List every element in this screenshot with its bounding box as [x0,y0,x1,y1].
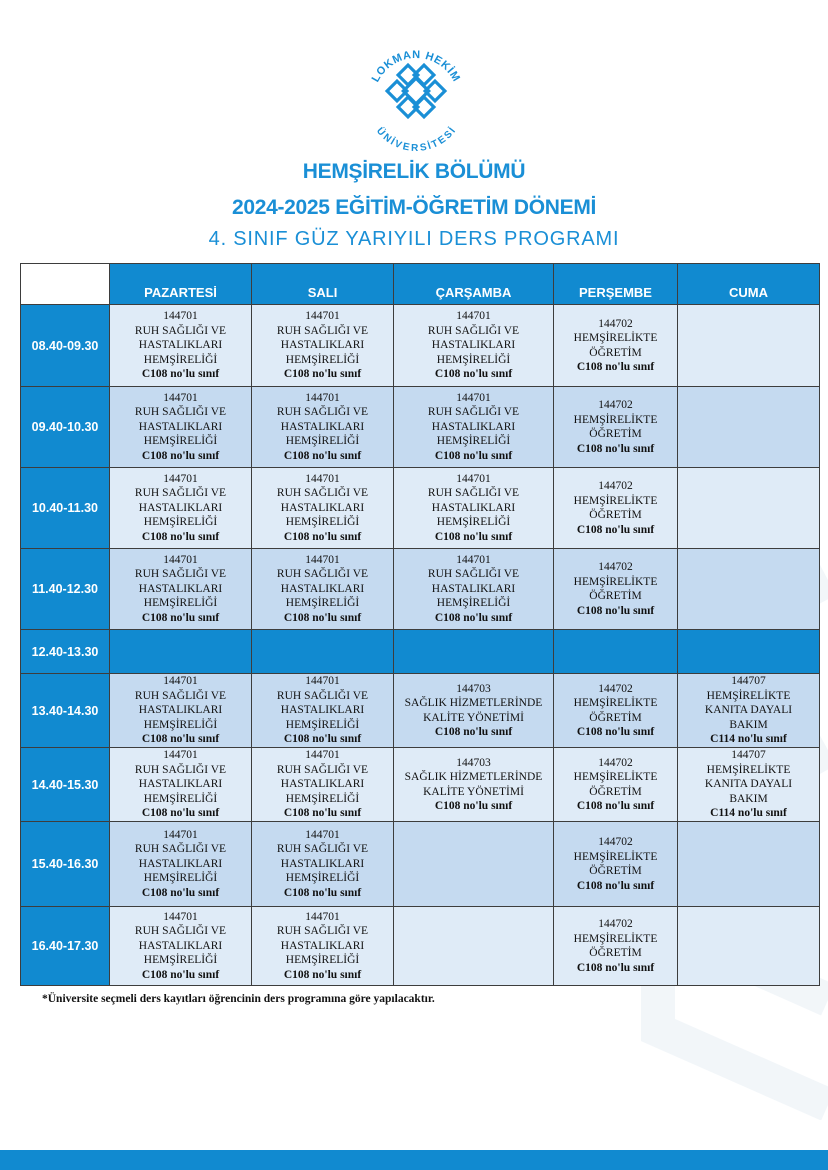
course-name-line: HEMŞİRELİĞİ [285,353,360,366]
time-slot-row [21,387,820,468]
course-code: 144701 [163,310,198,323]
course-name-line: HASTALIKLARI [280,857,365,870]
course-code: 144701 [305,675,340,688]
course-name-line: RUH SAĞLIĞI VE [276,689,369,702]
header-corner-cell [21,264,110,305]
course-cell [554,822,678,907]
classroom: C108 no'lu sınıf [283,807,362,820]
time-slot-label: 09.40-10.30 [21,387,110,468]
classroom: C108 no'lu sınıf [283,368,362,381]
course-name-line: RUH SAĞLIĞI VE [427,324,520,337]
course-name-line: RUH SAĞLIĞI VE [134,843,227,856]
course-cell [394,549,554,630]
day-header: CUMA [678,264,820,305]
course-code: 144701 [163,910,198,923]
course-name-line: ÖĞRETİM [589,947,642,959]
course-cell [252,387,394,468]
course-name-line: RUH SAĞLIĞI VE [427,406,520,419]
course-name-line: HEMŞİRELİĞİ [436,435,511,448]
classroom: C108 no'lu sınıf [141,368,220,381]
course-cell [554,305,678,387]
course-cell [110,674,252,748]
course-name-line: HASTALIKLARI [431,339,516,352]
classroom: C108 no'lu sınıf [576,361,655,373]
classroom: C108 no'lu sınıf [434,800,513,812]
course-name-line: RUH SAĞLIĞI VE [134,689,227,702]
course-cell [110,822,252,907]
course-code: 144701 [305,828,340,841]
course-name-line: HASTALIKLARI [280,704,365,717]
course-name-line: HEMŞİRELİĞİ [285,872,360,885]
course-name-line: HEMŞİRELİKTE [573,850,658,863]
course-code: 144702 [598,756,633,769]
course-name-line: RUH SAĞLIĞI VE [134,487,227,500]
course-code: 144707 [731,675,766,688]
classroom: C108 no'lu sınıf [141,968,220,981]
course-cell [252,305,394,387]
course-name-line: RUH SAĞLIĞI VE [276,925,369,938]
course-name-line: ÖĞRETİM [589,428,642,440]
course-cell [110,907,252,986]
classroom: C108 no'lu sınıf [576,604,655,617]
time-slot-label: 14.40-15.30 [21,748,110,822]
empty-cell [394,822,554,907]
course-cell [252,549,394,630]
schedule-table [20,263,820,986]
course-name-line: RUH SAĞLIĞI VE [427,568,520,581]
course-name-line: RUH SAĞLIĞI VE [427,487,520,500]
course-name-line: HEMŞİRELİKTE [706,689,791,702]
course-name-line: RUH SAĞLIĞI VE [276,843,369,856]
classroom: C108 no'lu sınıf [576,800,655,812]
classroom: C108 no'lu sınıf [576,879,655,892]
course-name-line: RUH SAĞLIĞI VE [134,324,227,337]
footnote: *Üniversite seçmeli ders kayıtları öğrencinin ders programına göre yapılacaktır. [42,993,435,1005]
program-title: 4. SINIF GÜZ YARIYILI DERS PROGRAMI [208,228,620,250]
time-slot-label: 12.40-13.30 [21,630,110,674]
course-name-line: HEMŞİRELİKTE [573,332,658,344]
classroom: C108 no'lu sınıf [576,442,655,455]
course-code: 144701 [305,910,340,923]
time-slot-row [21,305,820,387]
course-cell [678,748,820,822]
classroom: C108 no'lu sınıf [141,886,220,899]
time-slot-row [21,468,820,549]
course-code: 144701 [305,472,340,485]
course-name-line: HASTALIKLARI [431,501,516,514]
course-name-line: RUH SAĞLIĞI VE [134,406,227,419]
course-name-line: HASTALIKLARI [431,582,516,595]
course-cell [394,387,554,468]
course-cell [252,468,394,549]
course-cell [394,468,554,549]
course-name-line: HEMŞİRELİĞİ [143,435,218,448]
course-cell [554,674,678,748]
course-name-line: HEMŞİRELİĞİ [436,597,511,610]
course-name-line: HEMŞİRELİĞİ [436,353,511,366]
classroom: C108 no'lu sınıf [434,611,513,624]
course-name-line: ÖĞRETİM [589,711,642,724]
course-code: 144702 [598,561,633,573]
course-cell [554,387,678,468]
course-name-line: RUH SAĞLIĞI VE [276,406,369,419]
day-header: PAZARTESİ [110,264,252,305]
course-name-line: KANITA DAYALI [704,778,793,791]
course-name-line: HEMŞİRELİKTE [573,413,658,426]
empty-cell [394,630,554,674]
course-code: 144702 [598,317,633,330]
course-name-line: HASTALIKLARI [138,582,223,595]
course-name-line: KALİTE YÖNETİMİ [423,785,524,798]
course-cell [252,748,394,822]
classroom: C108 no'lu sınıf [283,530,362,543]
course-name-line: RUH SAĞLIĞI VE [276,324,369,337]
course-name-line: RUH SAĞLIĞI VE [134,763,227,776]
course-code: 144701 [456,553,491,566]
course-name-line: HEMŞİRELİKTE [573,771,658,783]
time-slot-label: 13.40-14.30 [21,674,110,748]
classroom: C108 no'lu sınıf [283,449,362,462]
course-code: 144701 [456,472,491,485]
course-name-line: HEMŞİRELİĞİ [285,954,360,967]
logo-text-top: LOKMAN HEKİM [369,48,463,85]
empty-cell [678,822,820,907]
course-name-line: ÖĞRETİM [589,590,642,602]
course-name-line: HEMŞİRELİĞİ [285,597,360,610]
course-cell [252,674,394,748]
course-name-line: HASTALIKLARI [280,501,365,514]
lunch-row [21,630,820,674]
course-code: 144703 [456,682,491,695]
footer-bar [0,1150,828,1170]
course-code: 144703 [456,756,491,769]
course-code: 144701 [163,553,198,566]
course-name-line: RUH SAĞLIĞI VE [276,763,369,776]
day-header: PERŞEMBE [554,264,678,305]
course-name-line: HASTALIKLARI [280,420,365,433]
academic-year-title: 2024-2025 EĞİTİM-ÖĞRETİM DÖNEMİ [231,196,597,219]
course-code: 144702 [598,836,633,848]
course-code: 144702 [598,399,633,411]
time-slot-row [21,549,820,630]
course-name-line: HASTALIKLARI [280,939,365,952]
university-logo [362,44,470,152]
course-name-line: HEMŞİRELİĞİ [143,872,218,885]
empty-cell [252,630,394,674]
department-title: HEMŞİRELİK BÖLÜMÜ [302,160,526,183]
course-cell [110,549,252,630]
empty-cell [678,387,820,468]
course-name-line: HASTALIKLARI [138,501,223,514]
course-name-line: HEMŞİRELİĞİ [285,435,360,448]
classroom: C114 no'lu sınıf [710,733,787,746]
course-name-line: HASTALIKLARI [138,939,223,952]
classroom: C108 no'lu sınıf [283,886,362,899]
logo-text-bottom: ÜNİVERSİTESİ [373,125,459,152]
empty-cell [678,907,820,986]
course-code: 144701 [163,675,198,688]
course-cell [110,748,252,822]
course-cell [252,907,394,986]
classroom: C108 no'lu sınıf [283,968,362,981]
time-slot-row [21,822,820,907]
course-code: 144701 [305,310,340,323]
svg-text:ÜNİVERSİTESİ [374,124,458,152]
course-cell [110,387,252,468]
course-name-line: HASTALIKLARI [138,420,223,433]
course-name-line: RUH SAĞLIĞI VE [134,925,227,938]
course-name-line: KALİTE YÖNETİMİ [423,711,524,724]
empty-cell [678,630,820,674]
course-code: 144701 [456,310,491,323]
course-code: 144701 [163,749,198,762]
time-slot-label: 08.40-09.30 [21,305,110,387]
course-name-line: HEMŞİRELİĞİ [143,597,218,610]
course-code: 144707 [731,749,766,762]
course-name-line: RUH SAĞLIĞI VE [134,568,227,581]
time-slot-label: 10.40-11.30 [21,468,110,549]
course-code: 144702 [598,682,633,695]
course-code: 144701 [305,749,340,762]
classroom: C108 no'lu sınıf [434,530,513,543]
course-name-line: HEMŞİRELİKTE [706,763,791,776]
course-cell [554,748,678,822]
classroom: C108 no'lu sınıf [576,961,655,974]
classroom: C108 no'lu sınıf [434,726,513,738]
course-cell [678,674,820,748]
classroom: C108 no'lu sınıf [576,523,655,536]
course-name-line: HASTALIKLARI [280,339,365,352]
classroom: C108 no'lu sınıf [141,611,220,624]
header-row [21,264,820,305]
time-slot-row [21,748,820,822]
course-name-line: HEMŞİRELİKTE [573,575,658,588]
empty-cell [394,907,554,986]
course-name-line: HEMŞİRELİĞİ [143,954,218,967]
course-name-line: HASTALIKLARI [280,582,365,595]
course-code: 144701 [305,553,340,566]
course-code: 144701 [305,391,340,404]
course-code: 144701 [163,472,198,485]
course-name-line: HASTALIKLARI [138,704,223,717]
course-name-line: SAĞLIK HİZMETLERİNDE [404,697,543,709]
course-name-line: HASTALIKLARI [138,339,223,352]
classroom: C108 no'lu sınıf [283,733,362,746]
course-code: 144701 [456,391,491,404]
course-code: 144701 [163,391,198,404]
course-cell [554,549,678,630]
time-slot-label: 11.40-12.30 [21,549,110,630]
course-name-line: HASTALIKLARI [431,420,516,433]
time-slot-label: 16.40-17.30 [21,907,110,986]
course-name-line: SAĞLIK HİZMETLERİNDE [404,771,543,783]
course-name-line: HASTALIKLARI [280,778,365,791]
course-name-line: HEMŞİRELİĞİ [143,353,218,366]
course-name-line: HEMŞİRELİKTE [573,932,658,945]
course-name-line: HASTALIKLARI [138,857,223,870]
course-name-line: HEMŞİRELİĞİ [285,792,360,805]
empty-cell [678,549,820,630]
course-name-line: HEMŞİRELİĞİ [285,718,360,731]
time-slot-row [21,907,820,986]
classroom: C108 no'lu sınıf [141,733,220,746]
time-slot-label: 15.40-16.30 [21,822,110,907]
empty-cell [678,468,820,549]
course-name-line: HEMŞİRELİĞİ [143,792,218,805]
course-name-line: KANITA DAYALI [704,704,793,717]
day-header: SALI [252,264,394,305]
classroom: C108 no'lu sınıf [434,449,513,462]
empty-cell [554,630,678,674]
course-name-line: HASTALIKLARI [138,778,223,791]
course-cell [394,748,554,822]
course-name-line: ÖĞRETİM [589,865,642,877]
course-cell [554,907,678,986]
classroom: C108 no'lu sınıf [141,530,220,543]
course-name-line: RUH SAĞLIĞI VE [276,568,369,581]
classroom: C108 no'lu sınıf [141,449,220,462]
course-name-line: HEMŞİRELİKTE [573,697,658,709]
course-name-line: BAKIM [729,792,768,805]
course-name-line: HEMŞİRELİĞİ [143,516,218,529]
classroom: C114 no'lu sınıf [710,807,787,820]
course-name-line: HEMŞİRELİĞİ [285,516,360,529]
course-code: 144702 [598,480,633,492]
course-name-line: HEMŞİRELİĞİ [143,718,218,731]
classroom: C108 no'lu sınıf [576,726,655,738]
course-name-line: ÖĞRETİM [589,785,642,798]
empty-cell [110,630,252,674]
course-name-line: ÖĞRETİM [589,346,642,359]
empty-cell [678,305,820,387]
course-code: 144702 [598,918,633,930]
classroom: C108 no'lu sınıf [434,368,513,381]
course-name-line: BAKIM [729,718,768,731]
course-name-line: RUH SAĞLIĞI VE [276,487,369,500]
time-slot-row [21,674,820,748]
day-header: ÇARŞAMBA [394,264,554,305]
course-cell [252,822,394,907]
course-name-line: ÖĞRETİM [589,509,642,521]
course-cell [394,674,554,748]
course-code: 144701 [163,828,198,841]
course-name-line: HEMŞİRELİĞİ [436,516,511,529]
course-cell [110,468,252,549]
course-cell [394,305,554,387]
course-cell [110,305,252,387]
course-name-line: HEMŞİRELİKTE [573,494,658,507]
classroom: C108 no'lu sınıf [141,807,220,820]
classroom: C108 no'lu sınıf [283,611,362,624]
course-cell [554,468,678,549]
